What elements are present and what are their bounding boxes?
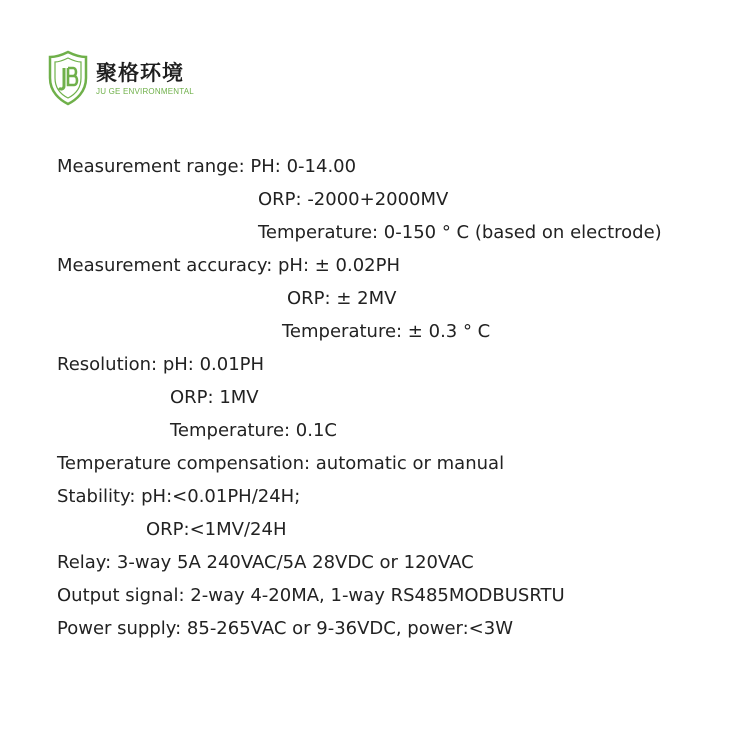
shield-logo-icon [48, 50, 88, 106]
spec-stability-orp: ORP:<1MV/24H [146, 519, 287, 540]
brand-name-cn: 聚格环境 [96, 60, 184, 85]
spec-temperature-compensation: Temperature compensation: automatic or manual [57, 453, 505, 474]
spec-resolution-ph: Resolution: pH: 0.01PH [57, 354, 265, 375]
spec-measurement-range-temperature: Temperature: 0-150 ° C (based on electrode) [258, 222, 662, 243]
spec-relay: Relay: 3-way 5A 240VAC/5A 28VDC or 120VAC [57, 552, 474, 573]
spec-power-supply: Power supply: 85-265VAC or 9-36VDC, power:<3W [57, 618, 514, 639]
spec-output-signal: Output signal: 2-way 4-20MA, 1-way RS485MODBUSRTU [57, 585, 565, 606]
spec-accuracy-orp: ORP: ± 2MV [287, 288, 397, 309]
spec-measurement-range-ph: Measurement range: PH: 0-14.00 [57, 156, 357, 177]
brand-name-en: JU GE ENVIRONMENTAL [96, 86, 194, 96]
spec-accuracy-temperature: Temperature: ± 0.3 ° C [282, 321, 491, 342]
spec-resolution-temperature: Temperature: 0.1C [170, 420, 338, 441]
brand-logo [48, 50, 194, 106]
spec-list [57, 150, 737, 645]
spec-measurement-range-orp: ORP: -2000+2000MV [258, 189, 449, 210]
spec-resolution-orp: ORP: 1MV [170, 387, 259, 408]
spec-stability-ph: Stability: pH:<0.01PH/24H; [57, 486, 301, 507]
spec-accuracy-ph: Measurement accuracy: pH: ± 0.02PH [57, 255, 401, 276]
